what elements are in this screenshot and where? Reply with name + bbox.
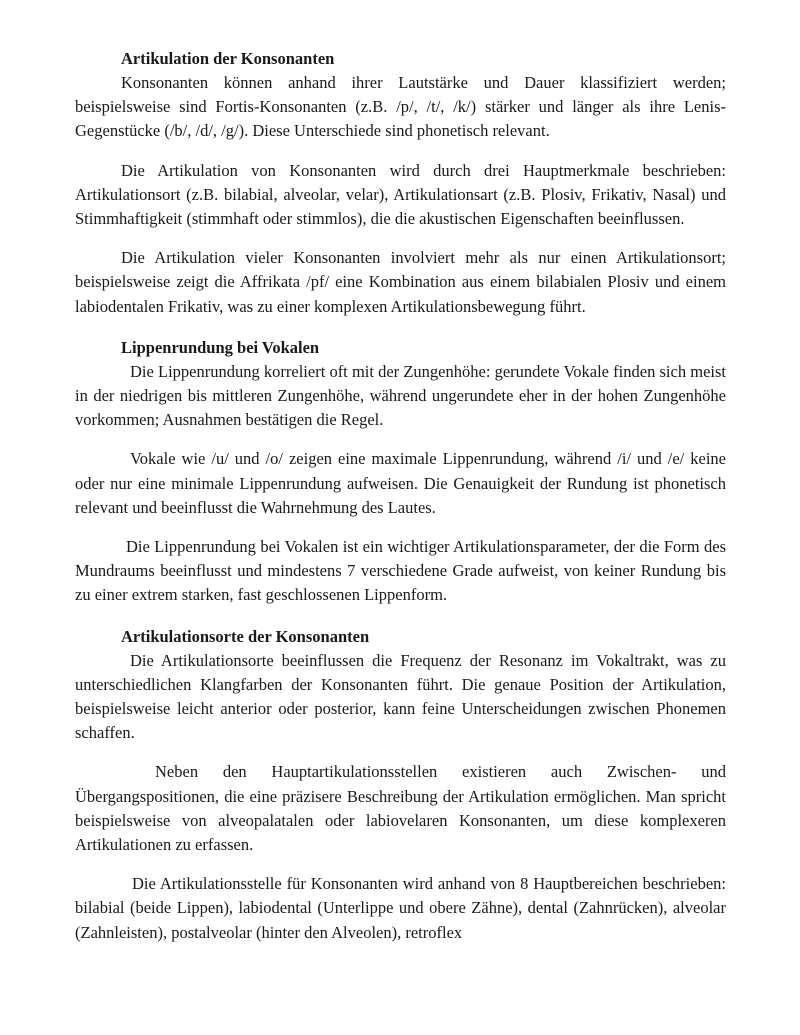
paragraph: Die Lippenrundung korreliert oft mit der Zungenhöhe: gerundete Vokale finden sich meist in der niedrigen bis mittleren Zungenhöhe, während ungerundete eher in der hohen Zungenhöhe vorkommen; Ausnahmen bestätigen die Regel. <box>75 361 726 430</box>
paragraph: Neben den Hauptartikulationsstellen existieren auch Zwischen- und Übergangspositionen, die eine präzisere Beschreibung der Artikulation ermöglichen. Man spricht beispielsweise von alveopalatalen oder labiovelaren Konsonanten, um diese komplexeren Artikulationen zu erfassen. <box>75 762 726 855</box>
section-heading: Artikulationsorte der Konsonanten <box>121 626 370 646</box>
paragraph: Die Artikulationsorte beeinflussen die Frequenz der Resonanz im Vokaltrakt, was zu unterschiedlichen Klangfarben der Konsonanten führt. Die genaue Position der Artikulation, beispielsweise leicht anterior oder posterior, kann feine Unterscheidungen zwischen Phonemen schaffen. <box>75 650 726 743</box>
paragraph: Die Artikulation vieler Konsonanten involviert mehr als nur einen Artikulationsort; beispielsweise zeigt die Affrikata /pf/ eine Kombination aus einem bilabialen Plosiv und einem labiodentalen Frikativ, was zu einer komplexen Artikulationsbewegung führt. <box>75 248 726 316</box>
section-heading: Lippenrundung bei Vokalen <box>121 337 320 357</box>
paragraph: Die Artikulation von Konsonanten wird durch drei Hauptmerkmale beschrieben: Artikulationsort (z.B. bilabial, alveolar, velar), Artikulationsart (z.B. Plosiv, Frikativ, Nasal) und Stimmhaftigkeit (stimmhaft oder stimmlos), die die akustischen Eigenschaften beeinflussen. <box>75 160 726 229</box>
paragraph: Vokale wie /u/ und /o/ zeigen eine maximale Lippenrundung, während /i/ und /e/ keine oder nur eine minimale Lippenrundung aufweisen. Die Genauigkeit der Rundung ist phonetisch relevant und beeinflusst die Wahrnehmung des Lautes. <box>75 449 726 517</box>
paragraph: Konsonanten können anhand ihrer Lautstärke und Dauer klassifiziert werden; beispielsweise sind Fortis-Konsonanten (z.B. /p/, /t/, /k/) stärker und länger als ihre Lenis-Gegenstücke (/b/, /d/, /g/). Diese Unterschiede sind phonetisch relevant. <box>75 73 726 141</box>
section-heading: Artikulation der Konsonanten <box>121 49 335 68</box>
paragraph: Die Artikulationsstelle für Konsonanten wird anhand von 8 Hauptbereichen beschrieben: bilabial (beide Lippen), labiodental (Unterlippe und obere Zähne), dental (Zahnrücken), alveolar (Zahnleisten), postalveolar (hinter den Alveolen), retroflex <box>75 874 726 942</box>
paragraph: Die Lippenrundung bei Vokalen ist ein wichtiger Artikulationsparameter, der die Form des Mundraums beeinflusst und mindestens 7 verschiedene Grade aufweist, von keiner Rundung bis zu einer extrem starken, fast geschlossenen Lippenform. <box>75 537 726 605</box>
